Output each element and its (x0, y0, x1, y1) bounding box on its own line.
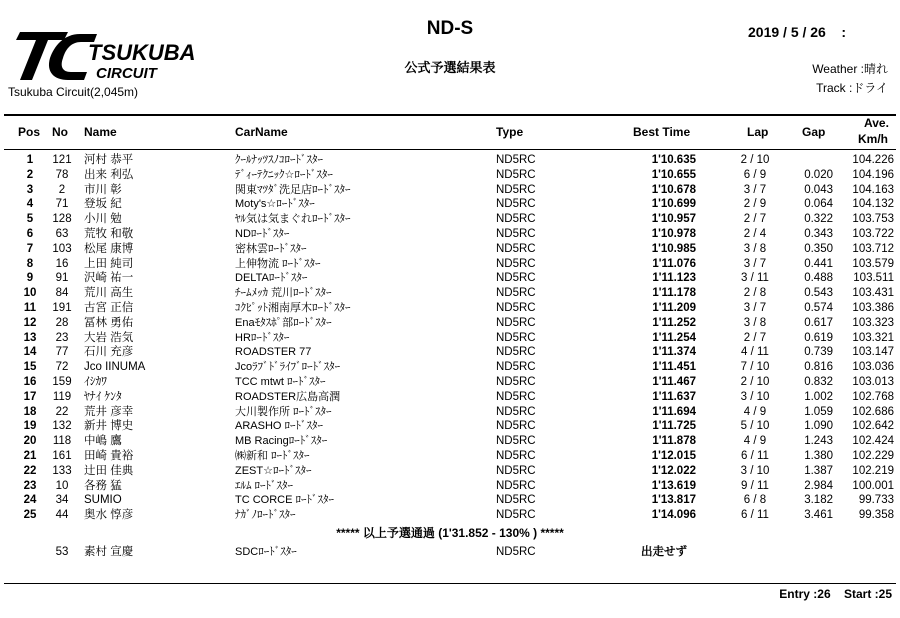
table-row (0, 449, 900, 464)
row-car-number: 10 (55, 479, 69, 492)
row-avg-speed: 102.686 (852, 405, 894, 418)
table-row (0, 508, 900, 523)
row-gap: 0.543 (804, 287, 833, 300)
row-car-number: 121 (52, 154, 72, 166)
row-car-type: ND5RC (496, 390, 536, 403)
row-lap: 3 / 8 (743, 242, 767, 255)
row-car-type: ND5RC (496, 257, 536, 270)
row-pos: 23 (23, 479, 37, 492)
row-gap: 0.020 (804, 168, 833, 181)
row-lap: 3 / 7 (743, 301, 767, 314)
row-avg-speed: 102.642 (852, 420, 894, 433)
row-pos: 9 (26, 272, 34, 285)
row-driver-name: 沢崎 祐一 (84, 272, 134, 285)
row-car-type: ND5RC (496, 449, 536, 462)
row-lap: 4 / 11 (741, 346, 769, 359)
row-car-name: 密林雲ﾛｰﾄﾞｽﾀｰ (235, 242, 307, 255)
row-gap: 0.441 (804, 257, 833, 270)
row-avg-speed: 99.358 (858, 509, 894, 522)
row-best-time: 1'11.878 (652, 435, 696, 448)
entry-count: Entry :26 (779, 587, 831, 601)
table-row (0, 434, 900, 449)
row-lap: 6 / 9 (743, 168, 767, 181)
table-row (0, 375, 900, 390)
row-pos: 16 (23, 375, 37, 388)
row-driver-name: 河村 恭平 (84, 154, 134, 166)
row-gap: 3.182 (804, 494, 833, 507)
table-row (0, 360, 900, 375)
row-best-time: 1'11.374 (652, 346, 696, 359)
did-not-start-row (0, 545, 900, 560)
row-lap: 2 / 7 (743, 213, 767, 226)
page-title: ND-S (426, 18, 474, 39)
table-row (0, 197, 900, 212)
row-pos: 20 (23, 435, 37, 448)
table-row (0, 390, 900, 405)
row-gap: 1.002 (804, 390, 833, 403)
row-pos: 1 (26, 154, 34, 166)
venue-label: Tsukuba Circuit(2,045m) (8, 85, 139, 99)
row-avg-speed: 103.013 (852, 375, 894, 388)
row-lap: 3 / 10 (740, 390, 770, 403)
row-best-time: 1'13.619 (651, 479, 696, 492)
table-row (0, 316, 900, 331)
row-car-name: 上伸物流 ﾛｰﾄﾞｽﾀｰ (235, 257, 321, 270)
row-car-number: 44 (55, 509, 69, 522)
row-best-time: 1'11.209 (652, 301, 696, 314)
row-pos: 5 (26, 213, 34, 226)
row-gap: 0.739 (804, 346, 833, 359)
row-car-number: 77 (55, 346, 69, 359)
row-lap: 4 / 9 (743, 405, 767, 418)
row-car-number: 22 (55, 405, 69, 418)
row-best-time: 1'11.178 (652, 287, 696, 300)
row-best-time: 1'12.022 (651, 464, 696, 477)
row-car-type: ND5RC (496, 435, 536, 448)
table-row (0, 405, 900, 420)
row-car-type: ND5RC (496, 405, 536, 418)
row-best-time: 1'10.655 (651, 168, 696, 181)
row-pos: 10 (23, 287, 37, 300)
row-gap: 0.322 (804, 213, 833, 226)
col-header-type: Type (496, 125, 524, 139)
table-row (0, 419, 900, 434)
row-car-type: ND5RC (496, 509, 536, 522)
row-car-number: 191 (52, 301, 72, 314)
row-car-number: 118 (52, 435, 72, 448)
table-row (0, 493, 900, 508)
row-gap: 2.984 (804, 479, 833, 492)
row-gap: 3.461 (804, 509, 833, 522)
row-car-name: ﾅｶﾞﾉﾛｰﾄﾞｽﾀｰ (235, 509, 296, 522)
row-car-type: ND5RC (496, 494, 536, 507)
row-car-type: ND5RC (496, 331, 536, 344)
row-lap: 3 / 10 (740, 464, 770, 477)
row-car-name: NDﾛｰﾄﾞｽﾀｰ (235, 227, 290, 240)
row-pos: 6 (26, 227, 34, 240)
row-best-time: 1'11.254 (652, 331, 696, 344)
row-car-name: DELTAﾛｰﾄﾞｽﾀｰ (235, 272, 308, 285)
row-car-name: ARASHO ﾛｰﾄﾞｽﾀｰ (235, 420, 324, 433)
row-avg-speed: 103.722 (852, 227, 894, 240)
row-gap: 0.064 (804, 198, 833, 211)
table-header (0, 116, 900, 148)
table-header-rule (4, 149, 896, 150)
row-car-number: 103 (52, 242, 72, 255)
row-car-name: ｸｰﾙﾅｯﾂｽﾉｺﾛｰﾄﾞｽﾀｰ (235, 154, 323, 166)
row-driver-name: 奥水 惇彦 (84, 509, 134, 522)
row-driver-name: SUMIO (84, 494, 122, 507)
row-gap: 0.488 (804, 272, 833, 285)
row-gap: 1.090 (804, 420, 833, 433)
logo-text-circuit: CIRCUIT (96, 65, 157, 82)
row-lap: 2 / 7 (743, 331, 767, 344)
row-gap: 0.350 (804, 242, 833, 255)
row-car-number: 34 (55, 494, 69, 507)
col-header-lap: Lap (747, 125, 769, 139)
row-car-name: 関東ﾏﾂﾀﾞ洗足店ﾛｰﾄﾞｽﾀｰ (235, 183, 351, 196)
row-avg-speed: 103.036 (852, 361, 894, 374)
row-pos: 21 (23, 449, 37, 462)
row-pos: 18 (23, 405, 37, 418)
row-best-time: 1'11.451 (652, 361, 696, 374)
row-best-time: 1'11.252 (652, 316, 696, 329)
row-car-type: ND5RC (496, 272, 536, 285)
row-car-number: 133 (52, 464, 72, 477)
row-car-name: 大川製作所 ﾛｰﾄﾞｽﾀｰ (235, 405, 332, 418)
table-bottom-rule (4, 583, 896, 584)
qualifying-cutoff-line: ***** 以上予選通過 (1'31.852 - 130% ) ***** (336, 526, 564, 540)
row-driver-name: 各務 猛 (84, 479, 122, 492)
row-lap: 6 / 11 (741, 509, 769, 522)
table-row (0, 331, 900, 346)
row-car-name: Jcoﾗﾌﾞﾄﾞﾗｲﾌﾞﾛｰﾄﾞｽﾀｰ (235, 361, 341, 374)
row-pos: 17 (23, 390, 37, 403)
row-driver-name: 古宮 正信 (84, 301, 134, 314)
row-lap: 7 / 10 (740, 361, 770, 374)
row-driver-name: 大岩 浩気 (84, 331, 134, 344)
row-car-type: ND5RC (496, 198, 536, 211)
logo-text-tsukuba: TSUKUBA (88, 40, 196, 65)
row-car-type: ND5RC (496, 375, 536, 388)
row-avg-speed: 104.163 (852, 183, 894, 196)
row-driver-name: 荒井 彦幸 (84, 405, 134, 418)
col-header-no: No (52, 125, 68, 139)
row-car-number: 63 (55, 227, 69, 240)
row-driver-name: 中嶋 鷹 (84, 435, 122, 448)
row-car-type: ND5RC (496, 154, 536, 166)
dns-no: 53 (55, 546, 69, 558)
row-best-time: 1'14.096 (651, 509, 696, 522)
row-gap: 1.387 (804, 464, 833, 477)
col-header-name: Name (84, 125, 117, 139)
dns-car: SDCﾛｰﾄﾞｽﾀｰ (235, 546, 297, 558)
row-pos: 22 (23, 464, 37, 477)
row-car-name: ﾃﾞｨｰﾃｸﾆｯｸ☆ﾛｰﾄﾞｽﾀｰ (235, 168, 333, 181)
row-car-name: ﾔﾙ気は気まぐれﾛｰﾄﾞｽﾀｰ (235, 213, 351, 226)
row-best-time: 1'12.015 (651, 449, 696, 462)
row-car-number: 78 (55, 168, 69, 181)
row-car-number: 72 (55, 361, 69, 374)
row-car-number: 71 (55, 198, 69, 211)
page-subtitle: 公式予選結果表 (404, 60, 496, 75)
row-driver-name: 小川 勉 (84, 213, 122, 226)
row-car-type: ND5RC (496, 242, 536, 255)
row-best-time: 1'10.678 (651, 183, 696, 196)
row-best-time: 1'10.699 (651, 198, 696, 211)
row-car-name: ﾁｰﾑﾒｯｶ 荒川ﾛｰﾄﾞｽﾀｰ (235, 287, 332, 300)
track-condition-label: Track :ドライ (816, 81, 888, 95)
row-gap: 0.574 (804, 301, 833, 314)
row-gap: 0.343 (804, 227, 833, 240)
entry-start-summary (769, 587, 892, 601)
row-lap: 3 / 11 (741, 272, 769, 285)
row-best-time: 1'11.076 (652, 257, 696, 270)
table-row (0, 464, 900, 479)
row-pos: 3 (26, 183, 34, 196)
row-car-number: 2 (58, 183, 66, 196)
row-gap: 0.043 (804, 183, 833, 196)
row-driver-name: 荒川 高生 (84, 287, 134, 300)
row-gap: 0.816 (804, 361, 833, 374)
row-car-name: ｺｸﾋﾟｯﾄ湘南厚木ﾛｰﾄﾞｽﾀｰ (235, 301, 351, 314)
row-car-type: ND5RC (496, 316, 536, 329)
row-pos: 14 (23, 346, 37, 359)
dns-name: 素村 宣慶 (84, 546, 134, 558)
row-car-number: 128 (52, 213, 72, 226)
row-driver-name: 田崎 貴裕 (84, 449, 134, 462)
row-car-type: ND5RC (496, 301, 536, 314)
row-avg-speed: 103.147 (852, 346, 894, 359)
row-best-time: 1'10.985 (651, 242, 696, 255)
row-car-number: 132 (52, 420, 72, 433)
row-best-time: 1'10.978 (651, 227, 696, 240)
row-driver-name: 石川 充彦 (84, 346, 134, 359)
row-best-time: 1'10.957 (651, 213, 696, 226)
row-car-name: TCC mtwt ﾛｰﾄﾞｽﾀｰ (235, 375, 326, 388)
table-row (0, 286, 900, 301)
row-car-number: 91 (55, 272, 69, 285)
row-driver-name: Jco IINUMA (84, 361, 146, 374)
row-lap: 6 / 11 (741, 449, 769, 462)
row-driver-name: 荒牧 和敬 (84, 227, 134, 240)
row-car-number: 84 (55, 287, 69, 300)
row-driver-name: ｲｼｶﾜ (84, 375, 107, 388)
row-avg-speed: 103.321 (852, 331, 894, 344)
row-lap: 2 / 10 (740, 375, 770, 388)
table-row (0, 345, 900, 360)
row-best-time: 1'11.725 (652, 420, 696, 433)
table-row (0, 257, 900, 272)
row-car-name: MB Racingﾛｰﾄﾞｽﾀｰ (235, 435, 328, 448)
row-best-time: 1'11.637 (652, 390, 696, 403)
row-avg-speed: 104.196 (852, 168, 894, 181)
row-car-type: ND5RC (496, 464, 536, 477)
row-car-name: TC CORCE ﾛｰﾄﾞｽﾀｰ (235, 494, 334, 507)
start-count: Start :25 (843, 587, 892, 601)
row-pos: 2 (26, 168, 34, 181)
row-lap: 3 / 8 (743, 316, 767, 329)
row-car-name: HRﾛｰﾄﾞｽﾀｰ (235, 331, 290, 344)
row-driver-name: 辻田 佳典 (84, 464, 134, 477)
row-driver-name: 出来 利弘 (84, 168, 134, 181)
table-row (0, 212, 900, 227)
row-car-name: ROADSTER広島高潤 (235, 390, 341, 403)
col-header-pos: Pos (18, 125, 41, 139)
row-avg-speed: 102.219 (852, 464, 894, 477)
row-avg-speed: 104.226 (852, 154, 894, 166)
row-avg-speed: 103.323 (852, 316, 894, 329)
row-pos: 25 (23, 509, 37, 522)
row-lap: 6 / 8 (743, 494, 767, 507)
row-driver-name: 市川 彰 (84, 183, 122, 196)
row-lap: 2 / 9 (743, 198, 767, 211)
row-gap: 0.617 (804, 316, 833, 329)
row-avg-speed: 102.229 (852, 449, 894, 462)
row-gap: 0.619 (804, 331, 833, 344)
row-car-type: ND5RC (496, 361, 536, 374)
row-car-name: ㈱新和 ﾛｰﾄﾞｽﾀｰ (235, 449, 310, 462)
row-gap: 0.832 (804, 375, 833, 388)
row-pos: 11 (23, 301, 37, 314)
row-car-number: 159 (52, 375, 72, 388)
row-avg-speed: 100.001 (852, 479, 894, 492)
row-gap: 1.059 (804, 405, 833, 418)
row-gap: 1.243 (804, 435, 833, 448)
row-car-type: ND5RC (496, 227, 536, 240)
row-driver-name: ﾔﾅｲ ｹﾝﾀ (84, 390, 122, 403)
table-row (0, 301, 900, 316)
table-row (0, 479, 900, 494)
row-pos: 12 (23, 316, 37, 329)
row-car-number: 23 (55, 331, 69, 344)
row-pos: 15 (23, 361, 37, 374)
row-pos: 8 (26, 257, 34, 270)
row-lap: 9 / 11 (741, 479, 769, 492)
table-row (0, 183, 900, 198)
row-car-name: ZEST☆ﾛｰﾄﾞｽﾀｰ (235, 464, 312, 477)
row-lap: 3 / 7 (743, 257, 767, 270)
row-best-time: 1'11.694 (652, 405, 696, 418)
row-driver-name: 登坂 紀 (84, 198, 122, 211)
row-driver-name: 上田 純司 (84, 257, 134, 270)
row-avg-speed: 103.753 (852, 213, 894, 226)
row-driver-name: 冨林 勇佑 (84, 316, 134, 329)
row-car-name: Moty's☆ﾛｰﾄﾞｽﾀｰ (235, 198, 315, 211)
row-avg-speed: 102.768 (852, 390, 894, 403)
table-row (0, 227, 900, 242)
table-row (0, 242, 900, 257)
row-driver-name: 松尾 康博 (84, 242, 134, 255)
row-lap: 2 / 4 (743, 227, 767, 240)
row-avg-speed: 99.733 (858, 494, 894, 507)
row-car-type: ND5RC (496, 183, 536, 196)
row-avg-speed: 103.431 (852, 287, 894, 300)
col-header-gap: Gap (802, 125, 826, 139)
row-pos: 24 (23, 494, 37, 507)
row-car-number: 16 (55, 257, 69, 270)
row-avg-speed: 103.712 (852, 242, 894, 255)
event-date: 2019 / 5 / 26 : (748, 24, 847, 40)
row-pos: 7 (26, 242, 34, 255)
row-car-name: Enaﾓﾀｽﾎﾟ部ﾛｰﾄﾞｽﾀｰ (235, 316, 332, 329)
col-header-ave: Ave. (864, 116, 889, 130)
row-car-number: 28 (55, 316, 69, 329)
row-avg-speed: 102.424 (852, 435, 894, 448)
col-header-best-time: Best Time (633, 125, 691, 139)
row-best-time: 1'10.635 (651, 154, 696, 166)
table-row (0, 168, 900, 183)
col-header-carname: CarName (235, 125, 288, 139)
row-car-type: ND5RC (496, 420, 536, 433)
table-row (0, 153, 900, 168)
row-car-type: ND5RC (496, 287, 536, 300)
row-pos: 4 (26, 198, 34, 211)
row-best-time: 1'11.123 (652, 272, 696, 285)
row-car-type: ND5RC (496, 346, 536, 359)
row-pos: 13 (23, 331, 37, 344)
dns-type: ND5RC (496, 546, 536, 558)
row-car-name: ROADSTER 77 (235, 346, 312, 359)
row-car-number: 161 (52, 449, 72, 462)
dns-status: 出走せず (641, 546, 687, 558)
row-gap: 1.380 (804, 449, 833, 462)
row-lap: 5 / 10 (740, 420, 770, 433)
table-row (0, 271, 900, 286)
results-table-body (0, 153, 900, 523)
row-driver-name: 新井 博史 (84, 420, 134, 433)
row-car-type: ND5RC (496, 213, 536, 226)
row-avg-speed: 103.579 (852, 257, 894, 270)
row-car-type: ND5RC (496, 168, 536, 181)
col-header-kmh: Km/h (858, 132, 888, 146)
row-lap: 2 / 10 (740, 154, 770, 166)
row-avg-speed: 103.386 (852, 301, 894, 314)
row-pos: 19 (23, 420, 37, 433)
row-best-time: 1'13.817 (651, 494, 696, 507)
row-car-number: 119 (52, 390, 72, 403)
row-car-type: ND5RC (496, 479, 536, 492)
row-best-time: 1'11.467 (652, 375, 696, 388)
row-lap: 2 / 8 (743, 287, 767, 300)
row-avg-speed: 103.511 (853, 272, 894, 285)
row-car-name: ｴﾙﾑ ﾛｰﾄﾞｽﾀｰ (235, 479, 294, 492)
row-lap: 3 / 7 (743, 183, 767, 196)
row-avg-speed: 104.132 (852, 198, 894, 211)
weather-label: Weather :晴れ (812, 62, 888, 76)
row-lap: 4 / 9 (743, 435, 767, 448)
